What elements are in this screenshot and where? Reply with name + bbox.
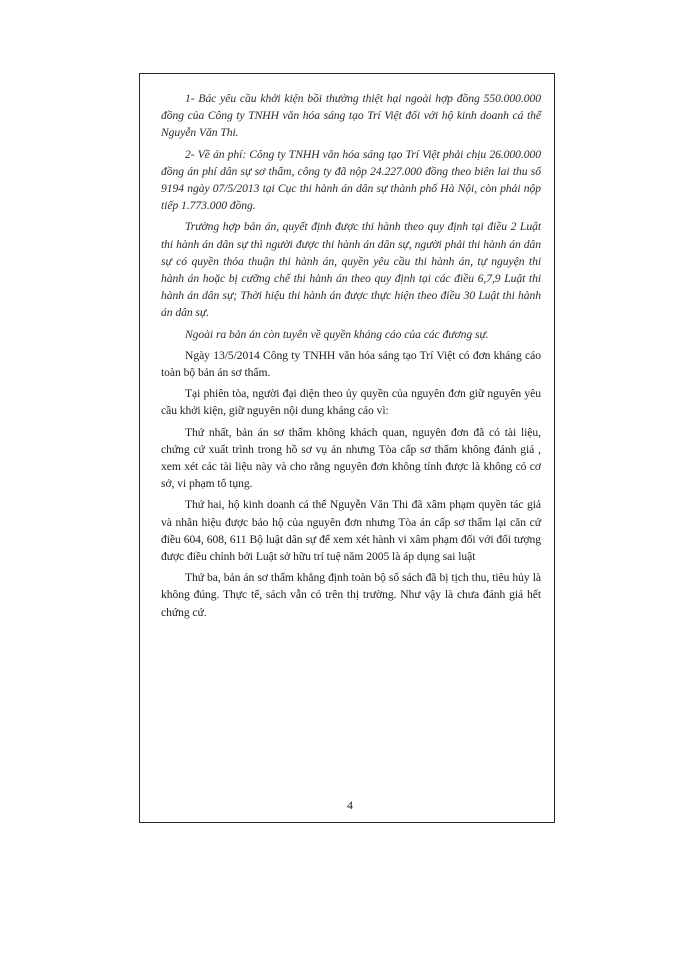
- paragraph-third-reason: Thứ ba, bản án sơ thẩm khẳng định toàn bộ số sách đã bị tịch thu, tiêu hủy là không đúng. Thực tế, sách vẫn có trên thị trường. Như vậy là chưa đánh giá hết chứng cứ.: [161, 571, 541, 619]
- paragraph-enforcement: Trường hợp bản án, quyết định được thi hành theo quy định tại điều 2 Luật thi hành án dân sự thì người được thi hành án dân sự, người phải thi hành án dân sự có quyền thỏa thuận thi hành án, quyền yêu cầu thi hành án, tự nguyện thi hành án hoặc bị cưỡng chế thi hành án theo quy định tại các điều 6,7,9 Luật thi hành án dân sự; Thời hiệu thi hành án được thực hiện theo điều 30 Luật thi hành án dân sự.: [161, 220, 541, 320]
- page-number: 4: [347, 798, 353, 812]
- paragraph-hearing: Tại phiên tòa, người đại diện theo ủy quyền của nguyên đơn giữ nguyên yêu cầu khởi kiện, giữ nguyên nội dung kháng cáo vì:: [161, 387, 541, 418]
- paragraph-appeal-date: Ngày 13/5/2014 Công ty TNHH văn hóa sáng tạo Trí Việt có đơn kháng cáo toàn bộ bản án sơ thẩm.: [161, 348, 541, 380]
- paragraph-second-reason: Thứ hai, hộ kinh doanh cá thể Nguyễn Văn Thi đã xâm phạm quyền tác giả và nhãn hiệu được bảo hộ của nguyên đơn nhưng Tòa án cấp sơ thẩm lại căn cứ điều 604, 608, 611 Bộ luật dân sự để xem xét hành vi xâm phạm đối với đối tượng được điều chỉnh bởi Luật sở hữu trí tuệ năm 2005 là áp dụng sai luật: [161, 498, 541, 564]
- paragraph-appeal-right: Ngoài ra bản án còn tuyên về quyền kháng cáo của các đương sự.: [185, 327, 489, 341]
- paragraph-claim-1: 1- Bác yêu cầu khởi kiện bồi thường thiệt hại ngoài hợp đồng 550.000.000 đồng của Công ty TNHH văn hóa sáng tạo Trí Việt đối với hộ kinh doanh cá thể Nguyễn Văn Thi.: [161, 92, 541, 140]
- paragraph-court-fee: 2- Về án phí: Công ty TNHH văn hóa sáng tạo Trí Việt phải chịu 26.000.000 đồng án phí dân sự sơ thẩm, công ty đã nộp 24.227.000 đồng theo biên lai thu số 9194 ngày 07/5/2013 tại Cục thi hành án dân sự thành phố Hà Nội, còn phải nộp tiếp 1.773.000 đồng.: [161, 147, 541, 213]
- paragraph-first-reason: Thứ nhất, bản án sơ thẩm không khách quan, nguyên đơn đã có tài liệu, chứng cứ xuất trình trong hồ sơ vụ án nhưng Tòa cấp sơ thẩm không đánh giá , xem xét các tài liệu này và cho rằng nguyên đơn không tính được là không có cơ sở, vi phạm tố tụng.: [161, 425, 541, 491]
- document-body: [161, 90, 541, 625]
